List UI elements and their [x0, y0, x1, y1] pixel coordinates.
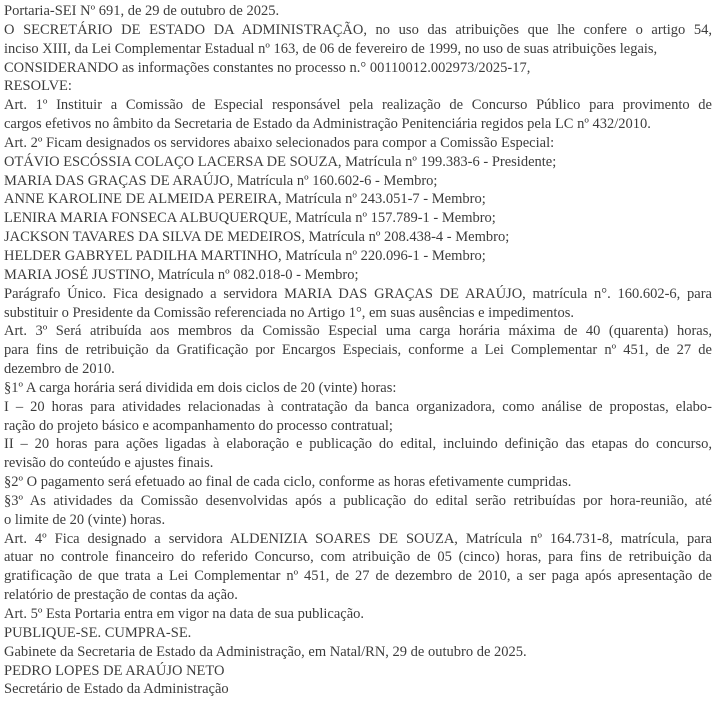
document-line: O SECRETÁRIO DE ESTADO DA ADMINISTRAÇÃO, no uso das atribuições que lhe confere o artigo 54,	[4, 21, 712, 38]
paragraph	[4, 662, 712, 681]
document-line: PEDRO LOPES DE ARAÚJO NETO	[4, 662, 225, 679]
document-line: para fins de retribuição da Gratificação por Encargos Especiais, conforme a Lei Complementar nº 451, de 27 de	[4, 342, 712, 359]
document-line: Portaria-SEI Nº 691, de 29 de outubro de 2025.	[4, 3, 280, 19]
document-line: revisão do conteúdo e ajustes finais.	[4, 455, 214, 472]
document-line: MARIA DAS GRAÇAS DE ARAÚJO, Matrícula nº 160.602-6 - Membro;	[4, 172, 438, 189]
document-line: §3º As atividades da Comissão desenvolvidas após a publicação do edital serão retribuídas por hora-reunião, até	[4, 492, 712, 509]
document-line: Parágrafo Único. Fica designado a servidora MARIA DAS GRAÇAS DE ARAÚJO, matrícula n°. 160.602-6, para	[4, 285, 712, 302]
paragraph	[4, 172, 712, 191]
document-line: OTÁVIO ESCÓSSIA COLAÇO LACERSA DE SOUZA, Matrícula nº 199.383-6 - Presidente;	[4, 153, 557, 170]
document-line: PUBLIQUE-SE. CUMPRA-SE.	[4, 624, 192, 641]
document-line: §1º A carga horária será dividida em dois ciclos de 20 (vinte) horas:	[4, 379, 397, 396]
paragraph	[4, 77, 712, 96]
document-line: relatório de prestação de contas da ação.	[4, 587, 238, 604]
paragraph	[4, 266, 712, 285]
paragraph	[4, 209, 712, 228]
paragraph	[4, 153, 712, 172]
document-line: substituir o Presidente da Comissão referenciada no Artigo 1°, em suas ausências e impedimentos.	[4, 304, 574, 321]
paragraph	[4, 398, 712, 436]
document-line: §2º O pagamento será efetuado ao final de cada ciclo, conforme as horas efetivamente cumpridas.	[4, 474, 572, 491]
document-body	[4, 2, 712, 699]
document-line: I – 20 horas para atividades relacionadas à contratação da banca organizadora, como análise de propostas, elabo-	[4, 398, 712, 415]
paragraph	[4, 96, 712, 134]
document-line: II – 20 horas para ações ligadas à elaboração e publicação do edital, incluindo definição das etapas do concurso,	[4, 436, 712, 453]
paragraph	[4, 59, 712, 78]
paragraph	[4, 379, 712, 398]
document-line: o limite de 20 (vinte) horas.	[4, 511, 166, 528]
document-line: Gabinete da Secretaria de Estado da Administração, em Natal/RN, 29 de outubro de 2025.	[4, 643, 527, 660]
paragraph	[4, 21, 712, 59]
document-line: LENIRA MARIA FONSECA ALBUQUERQUE, Matrícula nº 157.789-1 - Membro;	[4, 210, 496, 227]
document-line: CONSIDERANDO as informações constantes no processo n.° 00110012.002973/2025-17,	[4, 59, 531, 76]
document-line: Art. 4º Fica designado a servidora ALDENIZIA SOARES DE SOUZA, Matrícula nº 164.731-8, matrícula, para	[4, 530, 712, 547]
document-line: cargos efetivos no âmbito da Secretaria de Estado da Administração Penitenciária regidos pela LC nº 432/2010.	[4, 116, 651, 133]
document-line: dezembro de 2010.	[4, 361, 115, 378]
paragraph	[4, 492, 712, 530]
paragraph	[4, 473, 712, 492]
paragraph	[4, 680, 712, 699]
paragraph	[4, 435, 712, 473]
document-line: Secretário de Estado da Administração	[4, 681, 229, 698]
paragraph	[4, 2, 712, 21]
document-line: atuar no controle financeiro do referido Concurso, com atribuição de 05 (cinco) horas, para fins de retribuição da	[4, 549, 712, 566]
document-line: JACKSON TAVARES DA SILVA DE MEDEIROS, Matrícula nº 208.438-4 - Membro;	[4, 229, 510, 246]
document-line: gratificação de que trata a Lei Complementar nº 451, de 27 de dezembro de 2010, a ser paga após apresentação de	[4, 568, 712, 585]
paragraph	[4, 285, 712, 323]
document-line: RESOLVE:	[4, 78, 72, 95]
document-line: ração do projeto básico e acompanhamento do processo contratual;	[4, 417, 393, 434]
paragraph	[4, 624, 712, 643]
paragraph	[4, 247, 712, 266]
document-line: MARIA JOSÉ JUSTINO, Matrícula nº 082.018-0 - Membro;	[4, 266, 359, 283]
document-line: Art. 5º Esta Portaria entra em vigor na data de sua publicação.	[4, 606, 365, 622]
document-line: Art. 1º Instituir a Comissão de Especial responsável pela realização de Concurso Público para provimento de	[4, 97, 712, 114]
document-line: ANNE KAROLINE DE ALMEIDA PEREIRA, Matrícula nº 243.051-7 - Membro;	[4, 191, 486, 208]
paragraph	[4, 228, 712, 247]
paragraph	[4, 322, 712, 379]
document-line: Art. 2º Ficam designados os servidores abaixo selecionados para compor a Comissão Especial:	[4, 134, 555, 151]
paragraph	[4, 190, 712, 209]
paragraph	[4, 134, 712, 153]
paragraph	[4, 605, 712, 624]
document-line: HELDER GABRYEL PADILHA MARTINHO, Matrícula nº 220.096-1 - Membro;	[4, 247, 486, 264]
paragraph	[4, 643, 712, 662]
document-line: inciso XIII, da Lei Complementar Estadual nº 163, de 06 de fevereiro de 1999, no uso de suas atribuições legais,	[4, 40, 658, 57]
document-line: Art. 3º Será atribuída aos membros da Comissão Especial uma carga horária máxima de 40 (quarenta) horas,	[4, 323, 712, 340]
paragraph	[4, 530, 712, 605]
